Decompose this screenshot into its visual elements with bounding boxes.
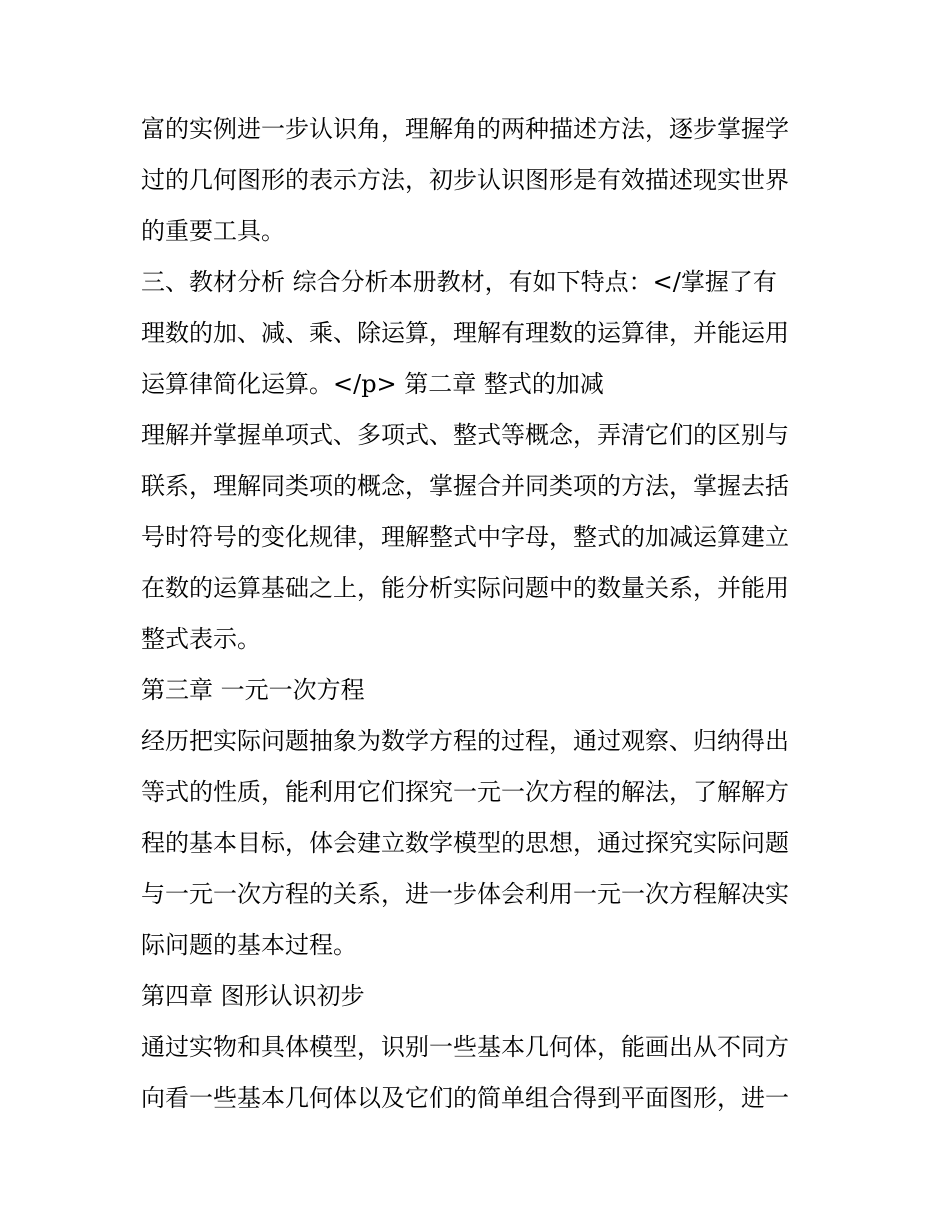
text-line: 的重要工具。: [141, 217, 285, 245]
chapter-heading: 第三章 一元一次方程: [141, 676, 365, 704]
text-line: 整式表示。: [141, 625, 261, 653]
text-line: 富的实例进一步认识角，理解角的两种描述方法，逐步掌握学: [141, 115, 789, 143]
text-line: 向看一些基本几何体以及它们的简单组合得到平面图形，进一: [141, 1084, 789, 1112]
text-line: 在数的运算基础之上，能分析实际问题中的数量关系，并能用: [141, 574, 789, 602]
text-line: 程的基本目标，体会建立数学模型的思想，通过探究实际问题: [141, 829, 789, 857]
text-line: 经历把实际问题抽象为数学方程的过程，通过观察、归纳得出: [141, 727, 789, 755]
text-line: 联系，理解同类项的概念，掌握合并同类项的方法，掌握去括: [141, 472, 789, 500]
text-line: 等式的性质，能利用它们探究一元一次方程的解法，了解解方: [141, 778, 789, 806]
text-line: 理解并掌握单项式、多项式、整式等概念，弄清它们的区别与: [141, 421, 789, 449]
text-line: 过的几何图形的表示方法，初步认识图形是有效描述现实世界: [141, 166, 789, 194]
text-line: 通过实物和具体模型，识别一些基本几何体，能画出从不同方: [141, 1033, 789, 1061]
chapter-heading: 第四章 图形认识初步: [141, 982, 365, 1010]
text-line: 与一元一次方程的关系，进一步体会利用一元一次方程解决实: [141, 880, 789, 908]
section-heading-line: 三、教材分析 综合分析本册教材，有如下特点：</掌握了有: [141, 268, 777, 296]
text-line: 号时符号的变化规律，理解整式中字母，整式的加减运算建立: [141, 523, 789, 551]
text-line: 理数的加、减、乘、除运算，理解有理数的运算律，并能运用: [141, 319, 789, 347]
document-body: [141, 104, 813, 1124]
text-line: 运算律简化运算。</p> 第二章 整式的加减: [141, 370, 604, 398]
text-line: 际问题的基本过程。: [141, 931, 357, 959]
